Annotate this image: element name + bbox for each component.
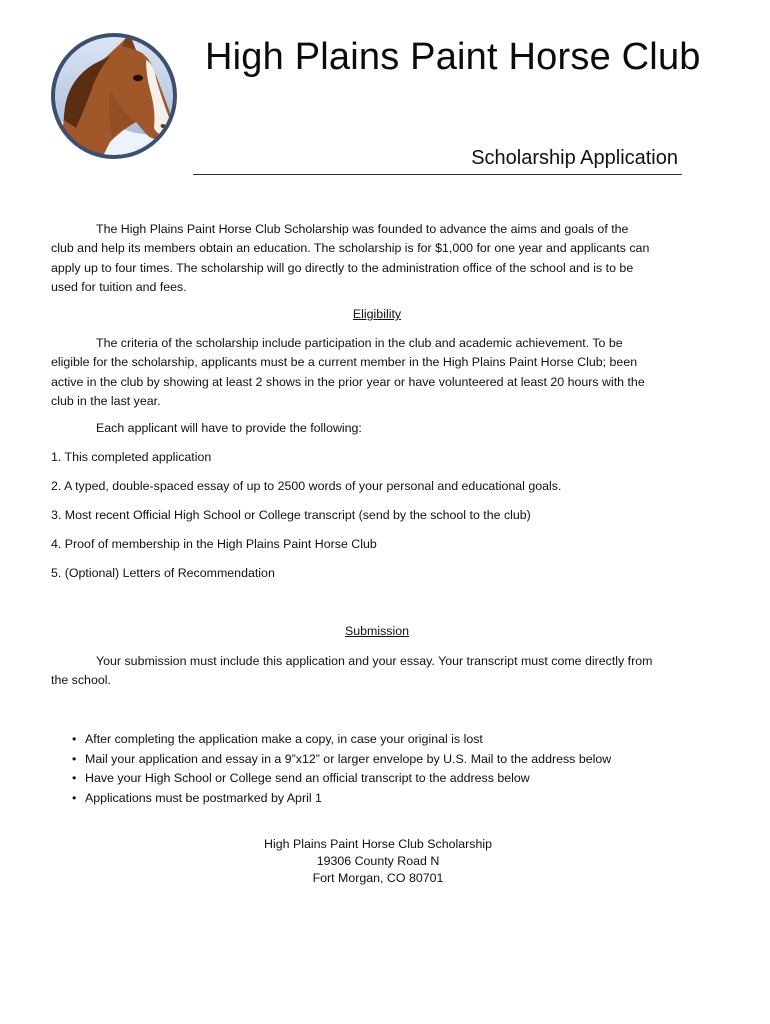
- requirement-item: 3. Most recent Official High School or College transcript (send by the school to the club): [51, 508, 531, 522]
- eligibility-heading: Eligibility: [352, 307, 402, 321]
- address-line: High Plains Paint Horse Club Scholarship: [264, 837, 492, 851]
- list-item: • After completing the application make a copy, in case your original is lost: [72, 730, 611, 750]
- document-subtitle: Scholarship Application: [471, 147, 678, 169]
- horse-logo-icon: [50, 30, 180, 162]
- list-item: • Mail your application and essay in a 9”x12” or larger envelope by U.S. Mail to the address below: [72, 750, 611, 770]
- submission-paragraph: Your submission must include this application and your essay. Your transcript must come directly from the school.: [51, 654, 653, 688]
- requirement-item: 4. Proof of membership in the High Plains Paint Horse Club: [51, 537, 377, 551]
- requirement-item: 5. (Optional) Letters of Recommendation: [51, 566, 275, 580]
- requirement-item: 1. This completed application: [51, 450, 212, 464]
- list-item: • Applications must be postmarked by April 1: [72, 789, 611, 809]
- title-divider: [193, 174, 682, 175]
- submission-heading: Submission: [344, 624, 410, 638]
- eligibility-paragraph: The criteria of the scholarship include participation in the club and academic achievement. To be eligible for the scholarship, applicants must be a current member in the High Plains Paint Horse Club; been active in the club by showing at least 2 shows in the prior year or have volunteered at least 20 hours with the club in the last year.: [51, 336, 645, 408]
- address-line: Fort Morgan, CO 80701: [312, 871, 444, 886]
- intro-paragraph: The High Plains Paint Horse Club Scholarship was founded to advance the aims and goals of the club and help its members obtain an education. The scholarship is for $1,000 for one year and applicants can apply up to four times. The scholarship will go directly to the administration office of the school and is to be used for tuition and fees.: [51, 222, 650, 294]
- provide-intro: Each applicant will have to provide the following:: [96, 421, 362, 435]
- submission-bullet-list: [72, 730, 611, 808]
- requirement-item: 2. A typed, double-spaced essay of up to 2500 words of your personal and educational goals.: [51, 479, 562, 493]
- list-item: • Have your High School or College send an official transcript to the address below: [72, 769, 611, 789]
- club-title: High Plains Paint Horse Club: [205, 36, 701, 78]
- address-line: 19306 County Road N: [316, 854, 440, 869]
- mailing-address: [228, 836, 528, 888]
